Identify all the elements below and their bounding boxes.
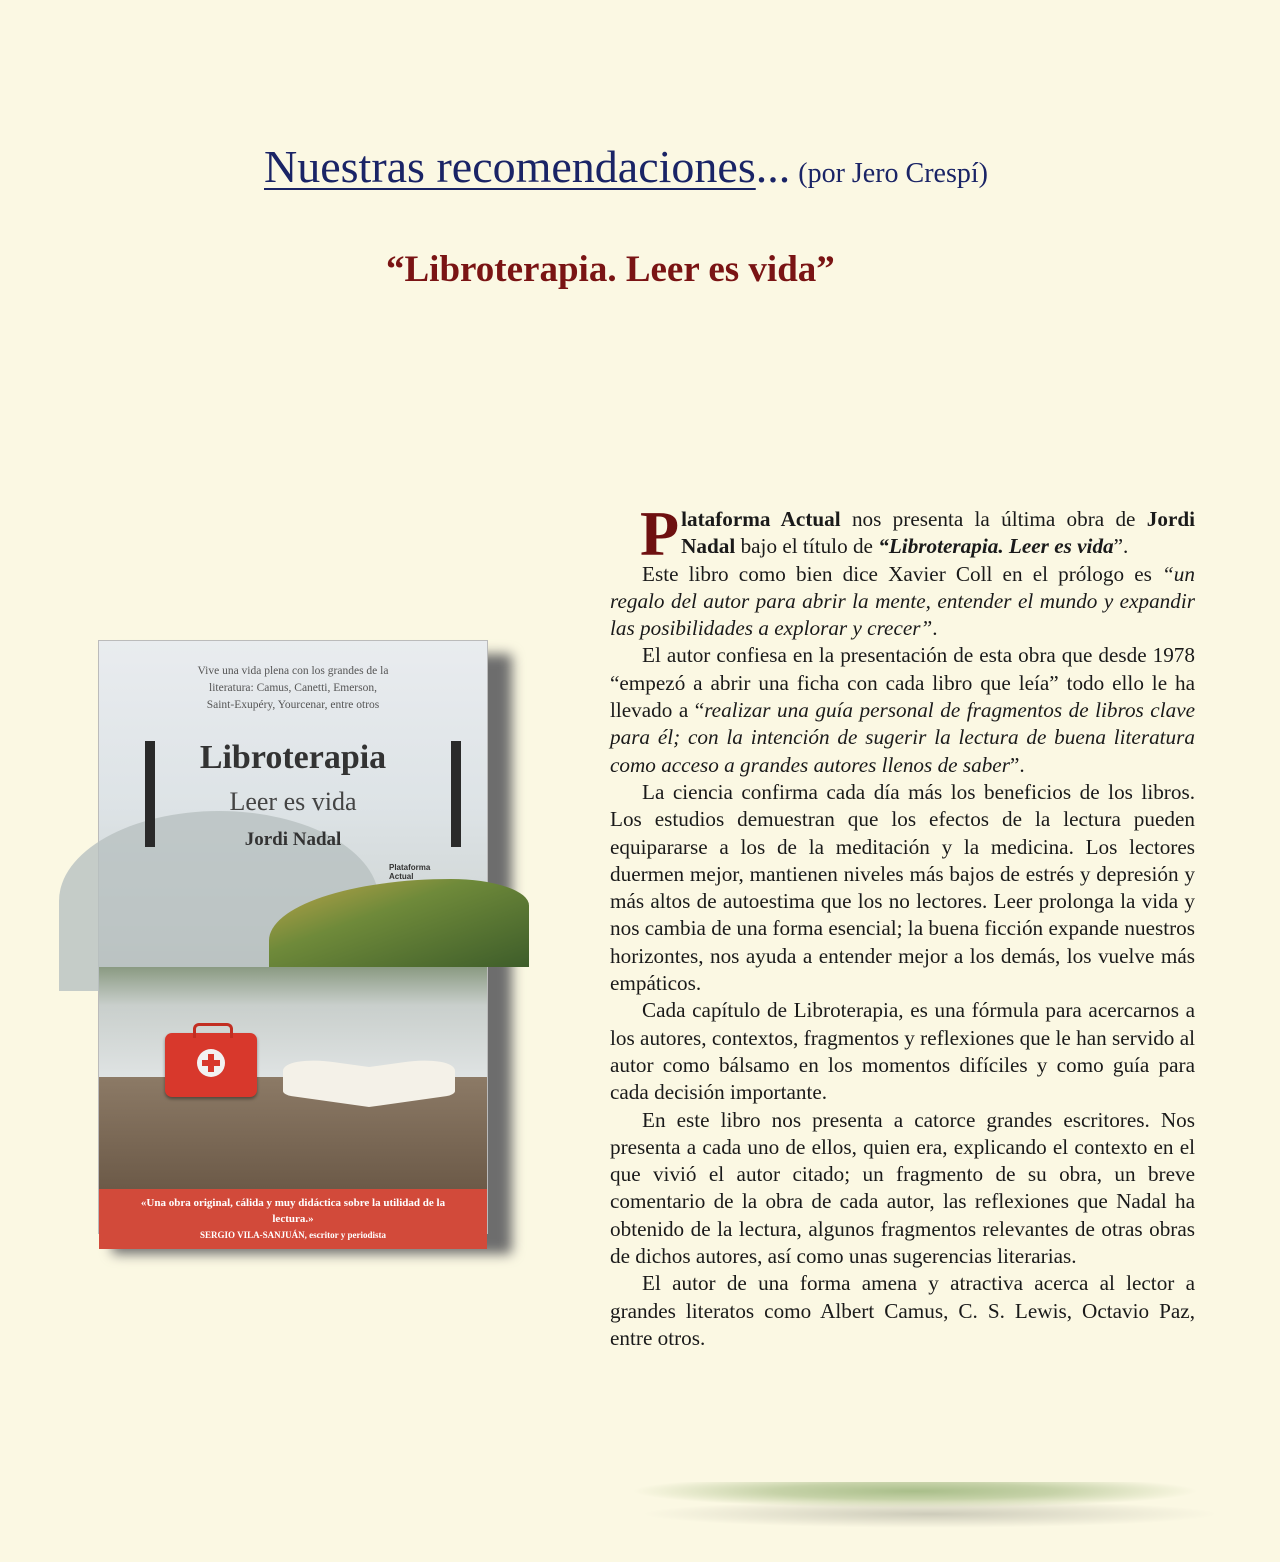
first-aid-kit-icon: [165, 1033, 257, 1097]
author-quote: realizar una guía personal de fragmentos de libros clave para él; con la intención de sugerir la lectura de buena literatura como acceso a grandes autores llenos de saber: [610, 698, 1195, 777]
book-cover-image: [98, 640, 500, 1240]
cover-title: Libroterapia: [199, 739, 387, 776]
section-heading: [264, 140, 988, 193]
paragraph-1-end: ”.: [1113, 534, 1129, 559]
paragraph-3-text: El autor confiesa en la presentación de esta obra que desde 1978 “empezó a abrir una ficha con cada libro que leía” todo ello le ha llevado a “: [610, 643, 1195, 723]
cover-quote-band: [99, 1189, 487, 1249]
open-book-right-page: [369, 1055, 455, 1107]
author-name: Jordi Nadal: [681, 507, 1196, 559]
book-cover: [98, 640, 488, 1240]
cover-author: Jordi Nadal: [244, 829, 342, 850]
paragraph-3-end: ”.: [1009, 752, 1025, 777]
paragraph-3: [610, 642, 1195, 778]
kit-handle: [193, 1023, 233, 1038]
paragraph-2-end: .: [932, 616, 938, 641]
kit-cross-icon: [197, 1049, 225, 1077]
section-title: Nuestras recomendaciones: [264, 141, 756, 192]
heading-ellipsis: ...: [755, 141, 791, 192]
byline: (por Jero Crespí): [798, 158, 988, 189]
book-quote-title: “Libroterapia. Leer es vida”: [386, 249, 835, 290]
prologue-quote: “un regalo del autor para abrir la mente, entender el mundo y expandir las posibilidades a explorar y crecer”: [610, 561, 1195, 641]
drop-cap: P: [640, 498, 680, 569]
paragraph-1-text: nos presenta la última obra de: [840, 507, 1147, 531]
paragraph-2: [610, 561, 1195, 643]
decorative-swoosh: [630, 1482, 1200, 1508]
cover-band-quote: «Una obra original, cálida y muy didáctica sobre la utilidad de la lectura.»: [140, 1197, 446, 1225]
cover-blurb: Vive una vida plena con los grandes de la literatura: Camus, Canetti, Emerson, Saint-Exupéry, Yourcenar, entre otros: [197, 665, 389, 711]
paragraph-4: La ciencia confirma cada día más los beneficios de los libros. Los estudios demuestran que los efectos de la lectura pueden equipararse a los de la meditación y la medicina. Los lectores duermen mejor, mantienen niveles más bajos de estrés y depresión y más altos de autoestima que los no lectores. Leer prolonga la vida y nos cambia de una forma esencial; la buena ficción expande nuestros horizontes, nos ayuda a entender mejor a los demás, los vuelve más empáticos.: [610, 779, 1195, 996]
cover-publisher-logo: Plataforma Actual: [389, 863, 431, 881]
paragraph-5: Cada capítulo de Libroterapia, es una fórmula para acercarnos a los autores, contextos, fragmentos y reflexiones que le han servido al autor como bálsamo en los momentos difíciles y como guía para cada decisión importante.: [610, 998, 1195, 1105]
article-body: [610, 498, 1196, 1352]
paragraph-2-text: Este libro como bien dice Xavier Coll en el prólogo es: [642, 561, 1163, 586]
open-book-icon: [283, 1061, 455, 1107]
book-title-inline: “Libroterapia. Leer es vida: [878, 534, 1114, 559]
cover-band-attribution: SERGIO VILA-SANJUÁN, escritor y periodista: [200, 1230, 386, 1240]
open-book-left-page: [283, 1055, 369, 1107]
paragraph-6: En este libro nos presenta a catorce grandes escritores. Nos presenta a cada uno de ellos, quien era, explicando el contexto en el que vivió el autor citado; un fragmento de su obra, un breve comentario de la obra de cada autor, las reflexiones que Nadal ha obtenido de la lectura, algunos fragmentos relevantes de otras obras de dichos autores, así como unas sugerencias literarias.: [610, 1107, 1195, 1269]
paragraph-1-text-2: bajo el título de: [735, 534, 879, 559]
paragraph-7: El autor de una forma amena y atractiva acerca al lector a grandes literatos como Albert Camus, C. S. Lewis, Octavio Paz, entre otros.: [610, 1271, 1195, 1350]
publisher-name: lataforma Actual: [681, 507, 841, 531]
cover-subtitle: Leer es vida: [229, 787, 357, 816]
paragraph-1: [610, 498, 1196, 569]
